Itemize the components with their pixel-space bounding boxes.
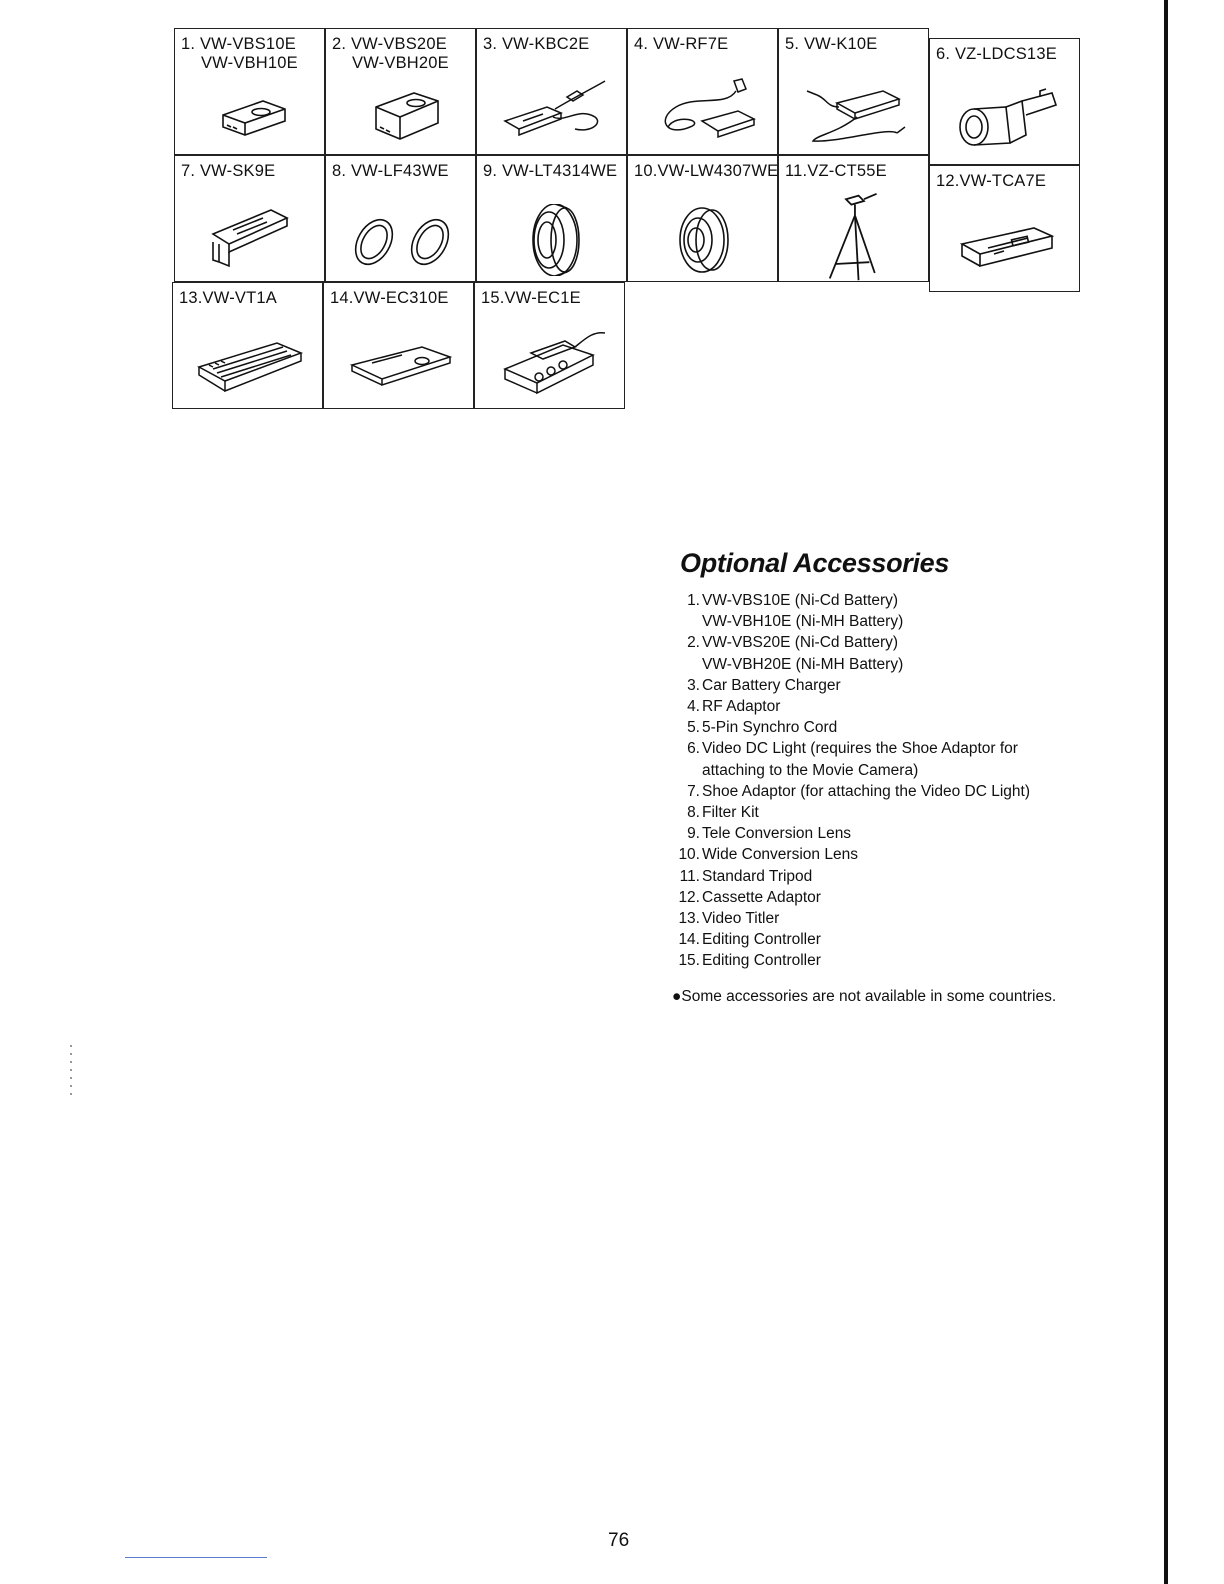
cell-label: 10.VW-LW4307WE [634,162,779,180]
list-item: 4. RF Adaptor [687,698,781,716]
cell-label: 3. VW-KBC2E [483,35,590,53]
filter-kit-icon [344,204,459,276]
tele-lens-icon [495,204,610,276]
grid-cell-9 [476,155,627,282]
grid-cell-8 [325,155,476,282]
grid-cell-7 [174,155,325,282]
grid-cell-2 [325,28,476,155]
cell-label: 4. VW-RF7E [634,35,729,53]
grid-cell-4 [627,28,778,155]
grid-cell-1 [174,28,325,155]
cell-label: 5. VW-K10E [785,35,878,53]
accent-line [125,1557,267,1558]
page-number: 76 [608,1530,630,1551]
editing-controller-icon [342,331,457,403]
availability-note: ●Some accessories are not available in some countries. [672,988,1057,1005]
cell-label: 2. VW-VBS20E [332,35,447,53]
shoe-adaptor-icon [193,204,308,276]
list-item: 6. Video DC Light (requires the Shoe Adaptor for attaching to the Movie Camera) [687,740,1018,779]
cell-label: 1. VW-VBS10E [181,35,296,53]
grid-cell-14 [323,282,474,409]
tripod-icon [797,192,912,282]
grid-cell-15 [474,282,625,409]
accessory-list [668,590,1108,972]
grid-cell-3 [476,28,627,155]
list-item: 1. VW-VBS10E (Ni-Cd Battery) VW-VBH10E (Ni-MH Battery) [687,592,904,631]
cell-label: 13.VW-VT1A [179,289,277,307]
scan-dots [70,1045,72,1095]
battery-pack-icon [193,77,308,149]
grid-cell-11 [778,155,929,282]
section-heading: Optional Accessories [680,548,950,578]
list-item: 3. Car Battery Charger [687,676,841,694]
grid-cell-10 [627,155,778,282]
video-light-icon [948,87,1063,159]
cell-label: 7. VW-SK9E [181,162,276,180]
list-item: 15. Editing Controller [678,952,821,970]
rf-adaptor-icon [646,77,761,149]
list-item: 8. Filter Kit [687,804,759,822]
cell-label-2: VW-VBH20E [352,54,449,72]
cell-label: 8. VW-LF43WE [332,162,449,180]
synchro-cord-icon [797,77,912,149]
list-item: 10. Wide Conversion Lens [678,846,858,864]
cell-label-2: VW-VBH10E [201,54,298,72]
cell-label: 9. VW-LT4314WE [483,162,618,180]
list-item: 2. VW-VBS20E (Ni-Cd Battery) VW-VBH20E (Ni-MH Battery) [687,634,904,673]
cell-label: 12.VW-TCA7E [936,172,1047,190]
cell-label: 11.VZ-CT55E [785,162,887,180]
grid-row-3 [174,282,627,409]
grid-row-2 [174,155,1080,282]
cell-label: 14.VW-EC310E [330,289,449,307]
editing-controller-2-icon [493,325,608,405]
list-item: 14. Editing Controller [678,931,821,949]
grid-cell-13 [172,282,323,409]
list-item: 11. Standard Tripod [679,867,813,885]
list-item: 13. Video Titler [678,910,780,928]
cell-label: 15.VW-EC1E [481,289,581,307]
wide-lens-icon [646,204,761,276]
grid-cell-12 [929,165,1080,292]
grid-cell-5 [778,28,929,155]
grid-row-1 [174,28,1080,155]
car-battery-charger-icon [495,77,610,149]
list-item: 5. 5-Pin Synchro Cord [687,719,838,737]
list-item: 12. Cassette Adaptor [678,888,821,906]
video-titler-icon [191,331,306,403]
page-edge-line [1164,0,1168,1584]
cell-label: 6. VZ-LDCS13E [936,45,1057,63]
list-item: 9. Tele Conversion Lens [687,825,852,843]
large-battery-pack-icon [344,77,459,149]
list-item: 7. Shoe Adaptor (for attaching the Video DC Light) [687,782,1031,800]
grid-cell-6 [929,38,1080,165]
cassette-adaptor-icon [948,214,1063,286]
